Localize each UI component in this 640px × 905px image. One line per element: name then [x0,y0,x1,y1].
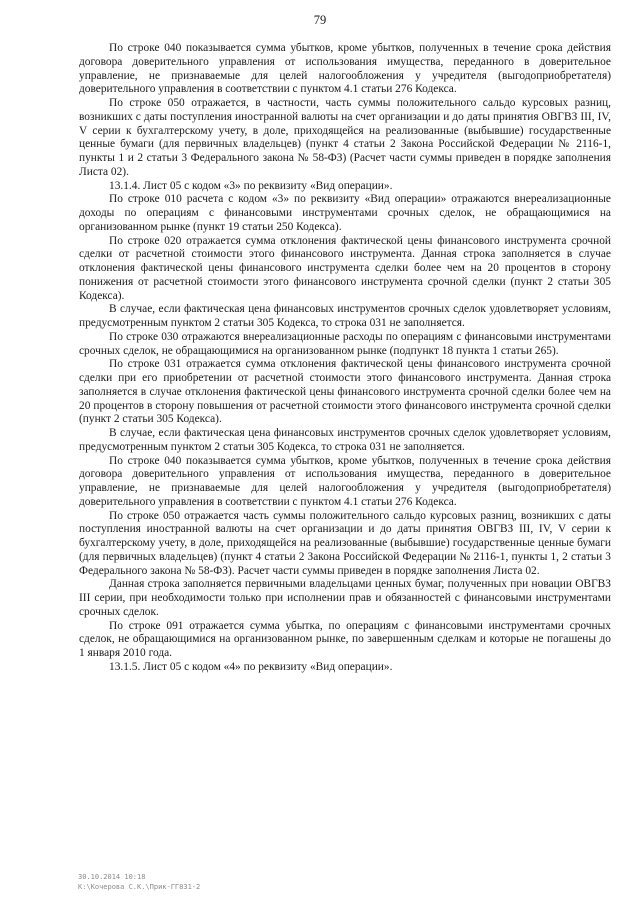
section-heading: 13.1.5. Лист 05 с кодом «4» по реквизиту «Вид операции». [109,660,393,673]
body-text [79,42,611,675]
file-stamp-footer [78,872,200,892]
paragraph: По строке 091 отражается сумма убытка, по операциям с финансовыми инструментами срочных сделок, не обращающимися на организованном рынке, по завершенным сделкам и которые не погашены до 1 января 2010 года. [79,619,611,659]
paragraph: В случае, если фактическая цена финансовых инструментов срочных сделок удовлетворяет условиям, предусмотренным пунктом 2 статьи 305 Кодекса, то строка 031 не заполняется. [79,303,611,329]
paragraph: По строке 040 показывается сумма убытков, кроме убытков, полученных в течение срока действия договора доверительного управления от использования имущества, переданного в доверительное управление, не признаваемые для целей налогообложения у учредителя (выгодоприобретателя) доверительного управления в соответствии с пунктом 4.1 статьи 276 Кодекса. [79,42,611,96]
footer-file-path: К:\Кочерова С.К.\Прик-ГГ831-2 [78,883,201,891]
paragraph: По строке 040 показывается сумма убытков, кроме убытков, полученных в течение срока действия договора доверительного управления от использования имущества, переданного в доверительное управление, не признаваемые для целей налогообложения у учредителя (выгодоприобретателя) доверительного управления в соответствии с пунктом 4.1 статьи 276 Кодекса. [79,454,611,508]
paragraph: По строке 050 отражается часть суммы положительного сальдо курсовых разниц, возникших с даты поступления иностранной валюты на счет организации и до даты принятия ОВГВЗ III, IV, V серии к бухгалтерскому учету, в доле, приходящейся на реализованные (выбывшие) государственные ценные бумаги (для первичных владельцев) (пункт 4 статьи 2 Закона Российской Федерации № 2116-1, пункты 1, 2 статьи 3 Федерального закона № 58-ФЗ). Расчет части суммы приведен в порядке заполнения Листа 02. [79,509,611,577]
footer-timestamp: 30.10.2014 10:18 [78,873,146,881]
paragraph: По строке 031 отражается сумма отклонения фактической цены финансового инструмента срочной сделки при его приобретении от расчетной стоимости этого финансового инструмента. Данная строка заполняется в случае отклонения фактической цены финансового инструмента срочной сделки более чем на 20 процентов в сторону повышения от расчетной стоимости этого финансового инструмента срочной сделки (пункт 2 статьи 305 Кодекса). [79,358,611,426]
paragraph: По строке 030 отражаются внереализационные расходы по операциям с финансовыми инструментами срочных сделок, не обращающимися на организованном рынке (подпункт 18 пункта 1 статьи 265). [79,330,611,357]
page-number: 79 [313,13,327,27]
paragraph: По строке 020 отражается сумма отклонения фактической цены финансового инструмента срочной сделки от расчетной стоимости этого финансового инструмента. Данная строка заполняется в случае отклонения фактической цены финансового инструмента сделки более чем на 20 процентов в сторону понижения от расчетной стоимости этого финансового инструмента срочной сделки (пункт 2 статьи 305 Кодекса). [79,234,611,302]
paragraph: По строке 010 расчета с кодом «3» по реквизиту «Вид операции» отражаются внереализационные доходы по операциям с финансовыми инструментами срочных сделок, не обращающимися на организованном рынке (пункт 19 статьи 250 Кодекса). [79,193,611,233]
section-heading: 13.1.4. Лист 05 с кодом «3» по реквизиту «Вид операции». [109,179,393,192]
paragraph: По строке 050 отражается, в частности, часть суммы положительного сальдо курсовых разниц, возникших с даты поступления иностранной валюты на счет организации и до даты принятия ОВГВЗ III, IV, V серии к бухгалтерскому учету, в доле, приходящейся на реализованные (выбывшие) государственные ценные бумаги (для первичных владельцев) (пункт 4 статьи 2 Закона Российской Федерации № 2116-1, пункты 1 и 2 статьи 3 Федерального закона № 58-ФЗ) (Расчет части суммы приведен в порядке заполнения Листа 02). [79,97,611,178]
paragraph: В случае, если фактическая цена финансовых инструментов срочных сделок удовлетворяет условиям, предусмотренным пунктом 2 статьи 305 Кодекса, то строка 031 не заполняется. [79,427,611,453]
paragraph: Данная строка заполняется первичными владельцами ценных бумаг, полученных при новации ОВГВЗ III серии, при необходимости только при исполнении прав и обязанностей с финансовыми инструментами срочных сделок. [79,578,611,618]
